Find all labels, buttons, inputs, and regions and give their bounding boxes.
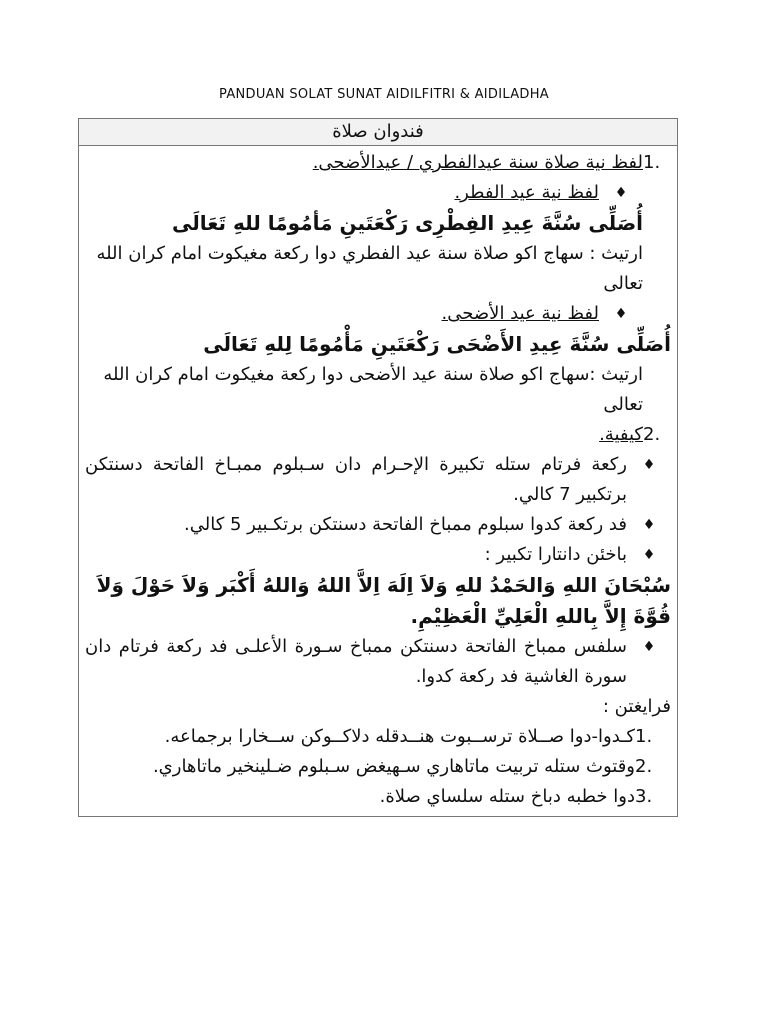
item-number: 2. [635, 756, 653, 777]
method-step-3: باخئن دانتارا تکبير : [484, 544, 627, 565]
diamond-bullet-icon: ♦ [642, 457, 656, 473]
section-title: لفظ نية صلاة سنة عيدالفطري / عيدالأضحى. [312, 152, 643, 173]
takbir-text: سُبْحَانَ اللهِ وَالحَمْدُ للهِ وَلاَ اِلَهَ اِلاَّ اللهُ وَاللهُ أَكْبَر وَلاَ حَوْلَ وَلاَ قُوَّةَ إِلاَّ بِاللهِ الْعَلِيِّ الْعَظِيْمِ. [96, 573, 671, 628]
adha-niat: أُصَلِّى سُنَّةَ عِيدِ الأَضْحَى رَكْعَتَينِ مَأْمُومًا لِلهِ تَعَالَى [203, 332, 671, 356]
section-2-heading [85, 420, 671, 450]
list-item [85, 752, 671, 782]
diamond-bullet-icon: ♦ [614, 185, 628, 201]
adha-meaning: ارتيث :سهاج اکو صلاة سنة عيد الأضحى دوا رکعة مغيکوت امام کران الله تعالى [103, 364, 643, 415]
prayer-guide-table [78, 118, 678, 817]
item-number: 1. [635, 726, 653, 747]
requirements-title: فرايغتن : [602, 696, 671, 717]
fitr-niat: أُصَلِّى سُنَّةَ عِيدِ الفِطْرِى رَكْعَتَينِ مَأمُومًا للهِ تَعَالَى [172, 211, 643, 235]
list-item [85, 632, 671, 692]
requirement-2: وقتوث ستله تربيت ماتاهاري سـهيغض سـبلوم ضـلينخير ماتاهاري. [152, 756, 635, 777]
method-step-2: فد رکعة کدوا سبلوم ممباخ الفاتحة دسنتکن برتکـبير 5 کالي. [184, 514, 627, 535]
page-header: PANDUAN SOLAT SUNAT AIDILFITRI & AIDILADHA [219, 87, 549, 102]
requirement-1: کـدوا-دوا صــلاة ترســبوت هنــدقله دلاکــوکن ســخارا برجماعه. [164, 726, 635, 747]
list-item [85, 540, 671, 570]
section-number: 2. [643, 424, 661, 445]
list-item [85, 782, 671, 812]
list-item [85, 510, 671, 540]
adha-title: لفظ نية عيد الأضحى. [441, 303, 599, 324]
section-number: 1. [643, 152, 661, 173]
requirement-3: دوا خطبه دباخ ستله سلساي صلاة. [379, 786, 635, 807]
section-1-heading [85, 148, 671, 178]
method-step-1: رکعة فرتام ستله تکبيرة الإحـرام دان سـبلوم ممبـاخ الفاتحة دسنتکن برتکبير 7 کالي. [85, 454, 627, 505]
adha-subheading [85, 299, 671, 329]
method-step-4: سلفس ممباخ الفاتحة دسنتکن ممباخ سـورة الأعلـى فد رکعة فرتام دان سورة الغاشية فد رکعة کدوا. [85, 636, 627, 687]
diamond-bullet-icon: ♦ [642, 547, 656, 563]
table-content [79, 146, 677, 816]
diamond-bullet-icon: ♦ [642, 517, 656, 533]
diamond-bullet-icon: ♦ [642, 639, 656, 655]
fitr-title: لفظ نية عيد الفطر. [454, 182, 599, 203]
list-item [85, 450, 671, 510]
diamond-bullet-icon: ♦ [614, 306, 628, 322]
section-title: کيفية. [599, 424, 643, 445]
list-item [85, 722, 671, 752]
table-title: فندوان صلاة [79, 119, 677, 146]
item-number: 3. [635, 786, 653, 807]
fitr-subheading [85, 178, 671, 208]
fitr-meaning: ارتيث : سهاج اکو صلاة سنة عيد الفطري دوا رکعة مغيکوت امام کران الله تعالى [96, 243, 643, 294]
